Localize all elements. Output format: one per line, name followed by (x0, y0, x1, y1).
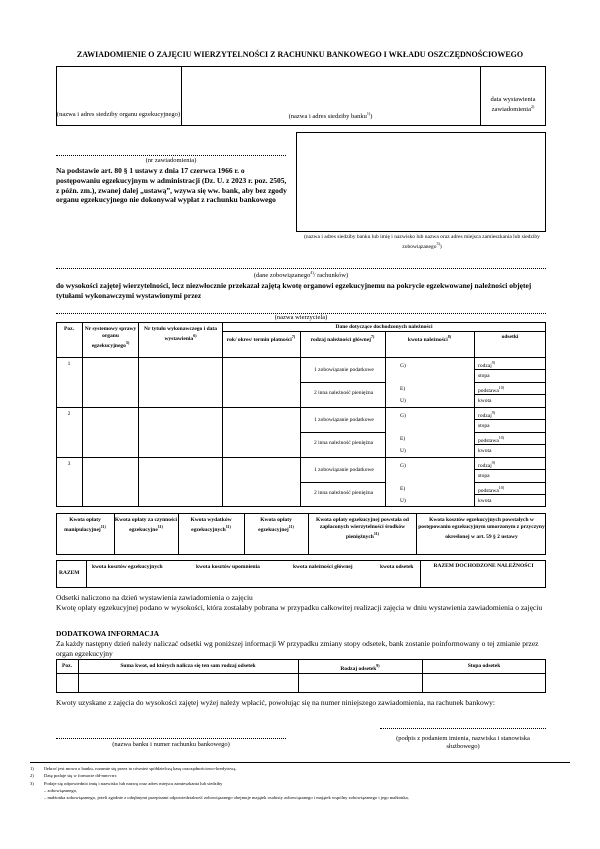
row-line (56, 457, 546, 458)
col-line (222, 322, 223, 507)
claim-item-2: 2 inna należność pieniężna (314, 440, 374, 446)
creditor-label: (nazwa wierzyciela) (274, 314, 328, 321)
interest-base: podstawa$^{10)}$ (478, 385, 505, 394)
organ-label: (nazwa i adres siedziby organu egzekucyjnego) (56, 111, 181, 118)
instruction-text: do wysokości zajętej wierzytelności, lecz niezwłocznie przekazał zajętą kwotę organowi egzekucyjnemu na pokrycie egzekwowanej należności objętej tytułami wykonawczymi wystawionymi przez (56, 281, 532, 300)
fee-label: Kwota wydatków egzekucyjnych$^{11)}$ (190, 517, 232, 533)
col-header-poz: Poz. (64, 326, 74, 332)
interest-amount: kwota (478, 398, 492, 404)
amount-u: U) (400, 498, 406, 504)
obligor-box (296, 132, 546, 232)
interest-rate: stopa (478, 423, 490, 429)
claim-item-1: 1 zobowiązanie podatkowe (314, 467, 374, 473)
transfer-text: Kwoty uzyskane z zajęcia do wysokości zajętej wyżej należy wpłacić, powołując się na numer niniejszego zawiadomienia, na rachunek bankowy: (56, 698, 495, 707)
interest-type: rodzaj$^{9)}$ (478, 360, 496, 369)
claim-item-2: 2 inna należność pieniężna (314, 490, 374, 496)
amount-u: U) (400, 398, 406, 404)
summary-principal: kwota należności głównej (293, 564, 353, 570)
bank-account-line (56, 738, 286, 739)
legal-basis-text: Na podstawie art. 80 § 1 ustawy z dnia 17 czerwca 1966 r. o postępowaniu egzekucyjnym w administracji (Dz. U. z 2023 r. poz. 2505, z późn. zm.), zwanej dalej „ustawą”, wzywa się ww. bank, aby bez zgody organu egzekucyjnego nie dokonywał wypłat z rachunku bankowego (56, 166, 287, 205)
footnote: 1) Ilekroć jest mowa o banku, rozumie się przez to również spółdzielczą kasę oszczędnościowo-kredytową. (30, 766, 237, 771)
row-line (222, 331, 546, 332)
interest-type: rodzaj$^{9)}$ (478, 460, 496, 469)
signature-line (380, 728, 546, 729)
claim-item-1: 1 zobowiązanie podatkowe (314, 367, 374, 373)
date-label: data wystawienia zawiadomienia$^{2)}$ (490, 96, 536, 114)
inner-line (300, 432, 385, 433)
fee-label: Kwota opłaty za czynności egzekucyjne$^{11)}$ (114, 517, 178, 533)
interest-amount: kwota (478, 448, 492, 454)
footnote: – małżonka zobowiązanego, jeżeli zgodnie z odrębnymi przepisami odpowiedzialność zobowiązanego obejmuje majątek osobisty zobowiązanego i majątek wspólny zobowiązanego i jego małżonka, (44, 795, 409, 801)
col-line (86, 560, 87, 588)
col-header-case-number: Nr systemowy sprawy organu egzekucyjnego$^{5)}$ (84, 326, 137, 349)
claims-table-border (56, 322, 546, 507)
add-col-sum: Suma kwot, od których nalicza się ten sam rodzaj odsetek (120, 663, 256, 669)
amount-e: E) (400, 386, 406, 392)
row-line (56, 407, 546, 408)
summary-total-label: RAZEM (59, 570, 80, 576)
add-col-poz: Poz. (62, 663, 72, 669)
interest-type: rodzaj$^{9)}$ (478, 410, 496, 419)
footnote-divider (30, 762, 570, 763)
additional-text: Za każdy następny dzień należy naliczać odsetki wg poniższej informacji W przypadku zmiany stopy odsetek, bank zostanie poinformowany o tej zmianie przez organ egzekucyjny (56, 639, 539, 658)
interest-amount: kwota (478, 498, 492, 504)
fee-label: Kwota kosztów egzekucyjnych powstałych w postępowaniu egzekucyjnym umorzonym z przyczyny określonej w art. 59 § 2 ustawy (418, 517, 545, 540)
add-col-type: Rodzaj odsetek$^{9)}$ (340, 663, 380, 672)
interest-base: podstawa$^{10)}$ (478, 435, 505, 444)
fee-label: Kwota opłaty egzekucyjnej$^{11)}$ (258, 517, 294, 533)
claim-item-1: 1 zobowiązanie podatkowe (314, 417, 374, 423)
fee-note: Kwotę opłaty egzekucyjnej podano w wysokości, która zostałaby pobrana w przypadku całkowitej realizacji zajęcia w dniu wystawienia zawiadomienia o zajęciu (56, 603, 543, 612)
signature-label: (podpis z podaniem imienia, nazwiska i stanowiska służbowego) (396, 735, 530, 751)
interest-rate: stopa (478, 473, 490, 479)
bank-account-label: (nazwa banku i numer rachunku bankowego) (112, 741, 230, 748)
claim-item-2: 2 inna należność pieniężna (314, 390, 374, 396)
col-line (138, 322, 139, 507)
fee-label: Kwota opłaty manipulacyjnej$^{11)}$ (64, 517, 106, 533)
row-line (56, 357, 546, 358)
footnote: 3) Podaje się odpowiednio imię i nazwisko lub nazwę oraz adres miejsca zamieszkania lub siedziby (30, 780, 223, 786)
amount-g: G) (400, 413, 406, 419)
inner-line (474, 482, 546, 483)
footnotes (30, 765, 570, 802)
additional-heading: DODATKOWA INFORMACJA (56, 629, 159, 638)
obligor-accounts-line (56, 268, 546, 269)
obligor-label: (nazwa i adres siedziby banku lub imię i nazwisko lub nazwa oraz adres miejsca zamieszkania lub siedziby zobowiązanego$^{3)}$) (304, 234, 540, 250)
header-divider-2 (480, 66, 481, 126)
summary-interest: kwota odsetek (380, 564, 414, 570)
amount-u: U) (400, 448, 406, 454)
obligor-accounts-label: (dane zobowiązanego$^{4)}$/ rachunków) (253, 270, 349, 280)
inner-line (474, 432, 546, 433)
summary-reminder: kwota kosztów upomnienia (196, 564, 260, 570)
amount-g: G) (400, 463, 406, 469)
interest-base: podstawa$^{10)}$ (478, 485, 505, 494)
add-col-rate: Stopa odsetek (467, 663, 501, 669)
col-header-title-number: Nr tytułu wykonawczego i data wystawienia$^{6)}$ (144, 326, 217, 342)
row-line (56, 673, 546, 674)
col-header-type: rodzaj należności głównej$^{7)}$ (310, 334, 375, 343)
col-header-group: Dane dotyczące dochodzonych należności (335, 324, 433, 330)
amount-e: E) (400, 486, 406, 492)
document-title: ZAWIADOMIENIE O ZAJĘCIU WIERZYTELNOŚCI Z RACHUNKU BANKOWEGO I WKŁADU OSZCZĘDNOŚCIOWEGO (76, 50, 524, 59)
col-header-interest: odsetki (501, 334, 519, 340)
table-row-poz: 3 (67, 461, 71, 467)
interest-note: Odsetki naliczono na dzień wystawienia zawiadomienia o zajęciu (56, 593, 253, 602)
inner-line (300, 382, 385, 383)
inner-line (300, 482, 385, 483)
bank-label: (nazwa i adres siedziby banku$^{1)}$) (288, 111, 373, 121)
table-row-poz: 2 (67, 411, 71, 417)
fee-label: Kwota opłaty egzekucyjnej powstała od zapłaconych wierzytelności środków pieniężnych$^{11)}$ (316, 517, 409, 540)
col-header-year: rok/ okres/ termin płatności$^{7)}$ (226, 334, 296, 343)
summary-grand-total: RAZEM DOCHODZONE NALEŻNOŚCI (433, 563, 534, 569)
col-line (82, 322, 83, 507)
interest-rate: stopa (478, 373, 490, 379)
footnote: 2) Datę podaje się w formacie dd-mm-rrrr. (30, 773, 118, 779)
summary-costs: kwota kosztów egzekucyjnych (92, 564, 163, 570)
inner-line (474, 382, 546, 383)
col-header-amount: kwota należności$^{8)}$ (407, 334, 452, 343)
footnote: – zobowiązanego, (44, 788, 78, 794)
notice-number-label: (nr zawiadomienia) (145, 157, 197, 164)
notice-number-line (56, 155, 286, 156)
table-row-poz: 1 (67, 361, 71, 367)
amount-e: E) (400, 436, 406, 442)
amount-g: G) (400, 363, 406, 369)
